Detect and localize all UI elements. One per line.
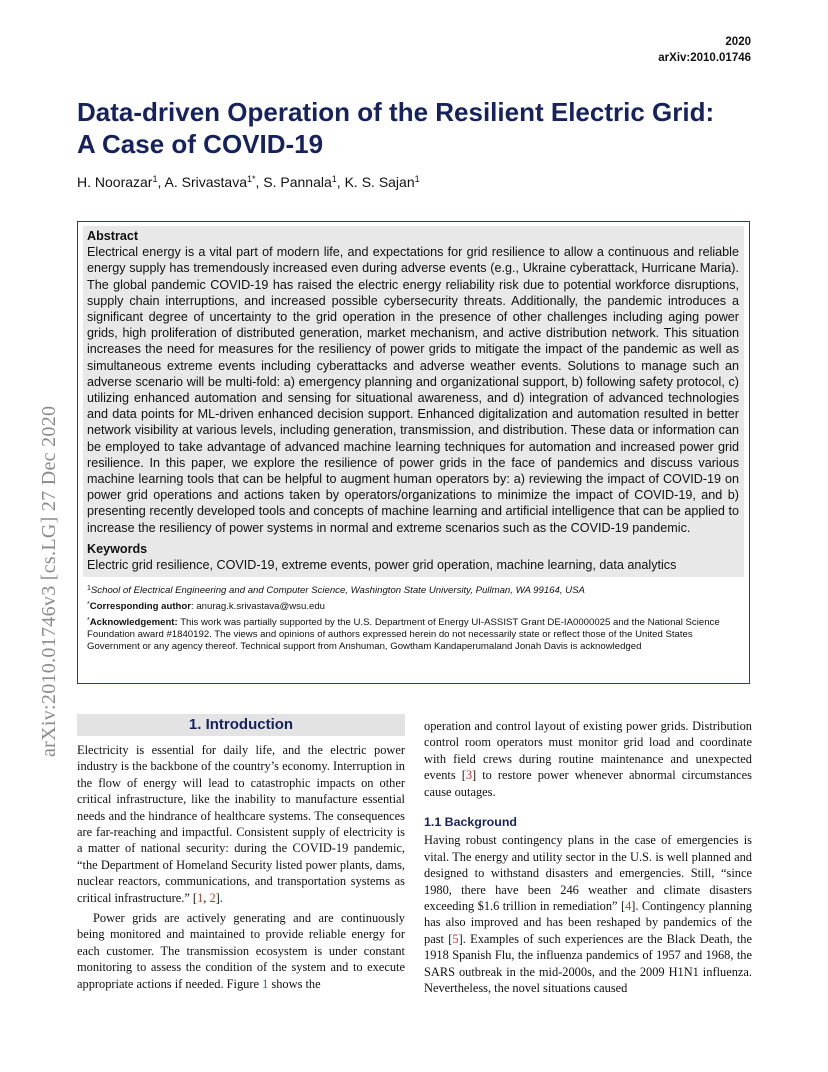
citation-sep: , [203,890,210,905]
background-heading: 1.1 Background [424,815,517,830]
intro-p1-end: ]. [215,890,223,905]
author-mark: 1 [152,174,158,184]
background-paragraph [424,832,752,996]
author-mark: 1 [414,174,420,184]
corr-label: Corresponding author [89,601,191,613]
intro-paragraph-3 [424,718,752,800]
author-name: S. Pannala [263,174,332,190]
corr-email[interactable]: : anurag.k.srivastava@wsu.edu [191,601,325,613]
right-p2-mid: ]. Contingency planning has also improved and has been reshaped by pandemics of the past [ [424,899,752,946]
keywords-text: Electric grid resilience, COVID-19, extreme events, power grid operation, machine learning, data analytics [87,558,677,573]
year-label: 2020 [725,36,751,48]
citation-link[interactable]: 1 [197,890,204,905]
ack-label: Acknowledgement: [89,617,178,629]
right-column [424,718,752,997]
author-list: H. Noorazar$^1$, A. Srivastava$^{1*}$, S. Pannala$^1$, K. S. Sajan$^1$ [77,174,420,190]
keywords-heading: Keywords [87,541,148,556]
right-p1-end: ] to restore power whenever abnormal circumstances cause outages. [424,768,752,799]
affiliation-text: School of Electrical Engineering and and Computer Science, Washington State University, Pullman, WA 99164, USA [90,585,585,597]
author-name: A. Srivastava [164,174,247,190]
ack-text: This work was partially supported by the U.S. Department of Energy UI-ASSIST Grant DE-IA0000025 and the National Science Foundation award #1840192. The views and opinions of authors expressed herein do not necessarily state or reflect those of the United States Government or any agency thereof. Technical support from Anshuman, Gowtham Kandaperumaland Jonah Davis is acknowledged [87,617,720,653]
arxiv-label: arXiv:2010.01746 [658,52,751,64]
corresponding-note [87,599,740,613]
abstract-text: Electrical energy is a vital part of modern life, and expectations for grid resilience to allow a continuous and reliable energy supply has tremendously increased even during adverse events (e.g., Ukraine cyberattack, Hurricane Maria). The global pandemic COVID-19 has raised the electric energy reliability risk due to potential workforce disruptions, supply chain interruptions, and increased possible cybersecurity threats. Additionally, the pandemic introduces a significant degree of uncertainty to the grid operation in the presence of other challenges including aging power grids, high proliferation of distributed generation, market mechanism, and active distribution network. This situation increases the need for measures for the resiliency of power grids to mitigate the impact of the pandemic as well as simultaneous extreme events including cyberattacks and adverse weather events. Solutions to manage such an adverse scenario will be multi-fold: a) emergency planning and organizational support, b) following safety protocol, c) utilizing enhanced automation and sensing for situational awareness, and d) integration of advanced technologies and data points for ML-driven enhanced decision support. Enhanced digitalization and automation resulted in better network visibility at various levels, including generation, transmission, and distribution. These data or information can be employed to take advantage of advanced machine learning techniques for automation and increased power grid resilience. In this paper, we explore the resilience of power grids in the face of pandemics and discuss various machine learning tools that can be helpful to augment human operators by: a) reviewing the impact of COVID-19 on power grid operations and actions taken by operators/organizations to minimize the impact of COVID-19, and b) presenting recently developed tools and concepts of machine learning and artificial intelligence that can be applied to increase the resiliency of power systems in normal and extreme scenarios such as the COVID-19 pandemic. [87,245,739,535]
affil-mark: 1 [87,585,91,593]
title-line-1: Data-driven Operation of the Resilient Electric Grid: [77,97,715,127]
citation-link[interactable]: 5 [452,931,459,946]
author-name: K. S. Sajan [344,174,415,190]
figure-link[interactable]: 1 [262,976,269,991]
intro-paragraph-2 [77,910,405,992]
author-mark: 1 [331,174,337,184]
title-line-2: A Case of COVID-19 [77,129,324,159]
arxiv-side-identifier: arXiv:2010.01746v3 [cs.LG] 27 Dec 2020 [38,405,60,757]
intro-p2-text: Power grids are actively generating and are continuously being monitored and maintained to provide reliable energy for each customer. The transmission ecosystem is under constant monitoring to assess the condition of the system and to execute appropriate actions if needed. Figure [77,911,405,991]
right-p2-text: Having robust contingency plans in the case of emergencies is vital. The energy and utility sector in the U.S. is well planned and designed to withstand disasters and emergencies. Still, “since 1980, there have been 246 weather and climate disasters exceeding $1.6 trillion in remediation” [ [424,833,752,914]
ack-mark: * [87,617,90,625]
header-meta [658,34,751,66]
citation-link[interactable]: 3 [465,768,473,783]
citation-link[interactable]: 4 [625,899,632,914]
author-name: H. Noorazar [77,174,153,190]
paper-title [77,96,767,160]
citation-link[interactable]: 2 [209,890,216,905]
abstract-heading: Abstract [87,229,139,243]
left-column [77,714,405,992]
introduction-heading: 1. Introduction [77,714,405,736]
abstract-box [77,221,750,684]
intro-p2-end: shows the [268,976,321,991]
footnotes [83,577,744,653]
intro-paragraph-1 [77,742,405,906]
acknowledgement-note [87,615,740,653]
intro-p1-text: Electricity is essential for daily life, and the electric power industry is the backbone of the country’s economy. Interruption in the flow of energy will lead to catastrophic impacts on other critical infrastructure, like the inability to manufacture essential needs and the hindrance of healthcare systems. The consequences are far-reaching and impactful. Consistent supply of electricity is a matter of national security: during the COVID-19 pandemic, “the Department of Homeland Security listed power plants, dams, nuclear reactors, communications, and transportation systems as critical infrastructure.” [ [77,743,405,905]
corr-mark: * [87,601,90,609]
affiliation-note [87,583,740,597]
right-p2-end: ]. Examples of such experiences are the Black Death, the 1918 Spanish Flu, the influenza pandemics of 1957 and 1968, the SARS outbreak in the mid-2000s, and the 2009 H1N1 influenza. Nevertheless, the novel situations caused [424,931,752,996]
right-p1-text: operation and control layout of existing power grids. Distribution control room operators must monitor grid load and coordinate with field crews during routine maintenance and unexpected events [ [424,719,752,783]
author-mark: 1* [246,174,256,184]
abstract-panel [83,226,744,577]
